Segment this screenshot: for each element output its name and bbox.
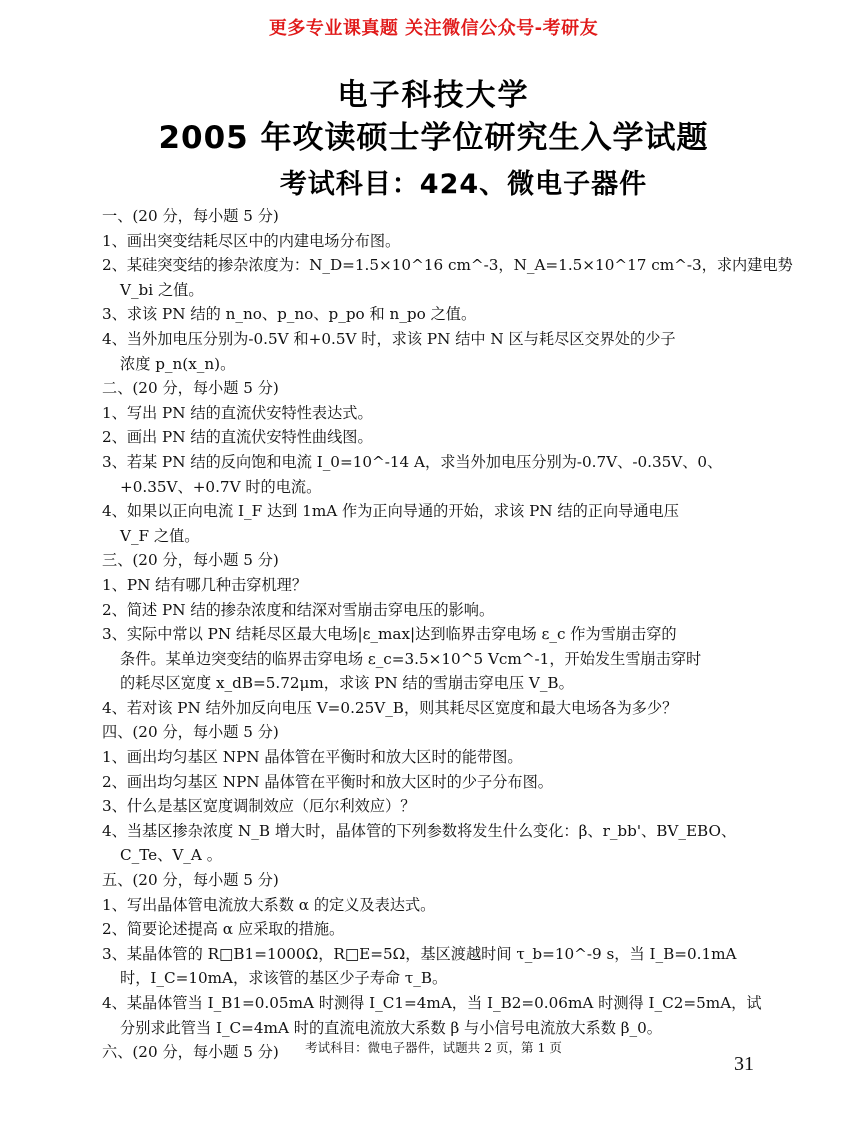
section-heading-6: 六、(20 分，每小题 5 分) [102,1043,279,1062]
question: 2、画出均匀基区 NPN 晶体管在平衡时和放大区时的少子分布图。 [102,772,553,791]
question: 3、实际中常以 PN 结耗尽区最大电场|ε_max|达到临界击穿电场 ε_c 作为雪崩击穿的 [102,625,677,644]
question: 4、当外加电压分别为-0.5V 和+0.5V 时，求该 PN 结中 N 区与耗尽区交界处的少子 [102,329,676,348]
question: 1、写出 PN 结的直流伏安特性表达式。 [102,403,373,422]
question: 4、如果以正向电流 I_F 达到 1mA 作为正向导通的开始，求该 PN 结的正向导通电压 [102,502,679,521]
question: 3、什么是基区宽度调制效应（厄尔利效应）？ [102,797,416,816]
question: 1、写出晶体管电流放大系数 α 的定义及表达式。 [102,895,436,914]
question-continuation: 的耗尽区宽度 x_dB=5.72μm，求该 PN 结的雪崩击穿电压 V_B。 [120,674,574,693]
promo-banner: 更多专业课真题 关注微信公众号-考研友 [268,18,599,39]
question: 1、PN 结有哪几种击穿机理？ [102,575,308,594]
question: 2、简述 PN 结的掺杂浓度和结深对雪崩击穿电压的影响。 [102,600,495,619]
page-number: 31 [734,1053,754,1075]
question-continuation: 条件。某单边突变结的临界击穿电场 ε_c=3.5×10^5 Vcm^-1，开始发生雪崩击穿时 [120,649,702,668]
question-continuation: 浓度 p_n(x_n)。 [120,354,236,373]
section-heading-4: 四、(20 分，每小题 5 分) [102,723,279,742]
question: 4、当基区掺杂浓度 N_B 增大时，晶体管的下列参数将发生什么变化：β、r_bb'、BV_EBO、 [102,821,737,840]
question-continuation: C_Te、V_A 。 [120,846,222,865]
question: 2、画出 PN 结的直流伏安特性曲线图。 [102,428,373,447]
question: 4、若对该 PN 结外加反向电压 V=0.25V_B，则其耗尽区宽度和最大电场各为多少？ [102,698,678,717]
question: 2、某硅突变结的掺杂浓度为：N_D=1.5×10^16 cm^-3，N_A=1.5×10^17 cm^-3，求内建电势 [102,256,793,275]
page-footer: 考试科目：微电子器件，试题共 2 页，第 1 页 [305,1040,562,1055]
question: 3、若某 PN 结的反向饱和电流 I_0=10^-14 A，求当外加电压分别为-0.7V、-0.35V、0、 [102,452,723,471]
question-continuation: 时，I_C=10mA，求该管的基区少子寿命 τ_B。 [120,969,448,988]
question: 3、求该 PN 结的 n_no、p_no、p_po 和 n_po 之值。 [102,305,477,324]
section-heading-5: 五、(20 分，每小题 5 分) [102,871,279,890]
university-title: 电子科技大学 [337,78,530,113]
question-continuation: V_bi 之值。 [120,280,204,299]
question-continuation: V_F 之值。 [120,526,200,545]
question: 1、画出突变结耗尽区中的内建电场分布图。 [102,231,401,250]
question-continuation: +0.35V、+0.7V 时的电流。 [120,477,322,496]
section-heading-1: 一、(20 分，每小题 5 分) [102,207,279,225]
subject-title: 考试科目：424、微电子器件 [279,169,648,200]
question: 4、某晶体管当 I_B1=0.05mA 时测得 I_C1=4mA，当 I_B2=0.06mA 时测得 I_C2=5mA，试 [102,994,762,1012]
section-heading-3: 三、(20 分，每小题 5 分) [102,551,279,570]
question: 3、某晶体管的 R□B1=1000Ω，R□E=5Ω，基区渡越时间 τ_b=10^-9 s，当 I_B=0.1mA [102,944,737,963]
question-continuation: 分别求此管当 I_C=4mA 时的直流电流放大系数 β 与小信号电流放大系数 β_0。 [120,1018,662,1037]
exam-title: 2005 年攻读硕士学位研究生入学试题 [158,120,709,156]
question: 1、画出均匀基区 NPN 晶体管在平衡时和放大区时的能带图。 [102,748,523,767]
question: 2、简要论述提高 α 应采取的措施。 [102,920,345,939]
section-heading-2: 二、(20 分，每小题 5 分) [102,379,279,398]
